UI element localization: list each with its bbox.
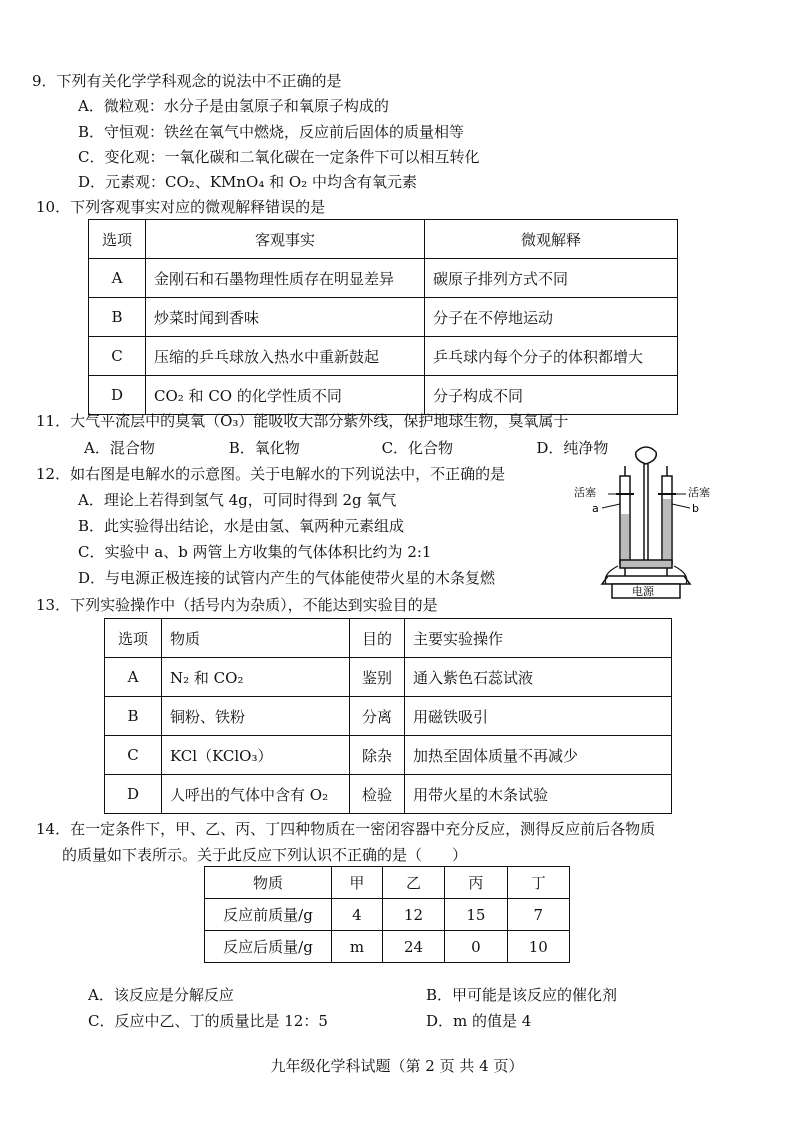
table-cell: 0 (445, 931, 507, 963)
q14-option-d: D．m 的值是 4 (426, 1012, 532, 1030)
table-cell: C (89, 337, 146, 376)
q10-stem: 10．下列客观事实对应的微观解释错误的是 (36, 198, 326, 216)
q12-stem: 12．如右图是电解水的示意图。关于电解水的下列说法中，不正确的是 (36, 465, 506, 483)
table-header-cell: 选项 (105, 619, 162, 658)
table-cell: C (105, 736, 162, 775)
table-header-cell: 甲 (332, 867, 383, 899)
q10-table (88, 219, 678, 415)
table-cell: 通入紫色石蕊试液 (405, 658, 672, 697)
table-cell: KCl（KClO₃） (162, 736, 350, 775)
valve-left-label: 活塞 (574, 486, 596, 499)
table-cell: 用带火星的木条试验 (405, 775, 672, 814)
table-cell: m (332, 931, 383, 963)
page-footer: 九年级化学科试题（第 2 页 共 4 页） (270, 1057, 524, 1075)
q13-table (104, 618, 672, 814)
table-cell: N₂ 和 CO₂ (162, 658, 350, 697)
table-cell: 7 (507, 899, 569, 931)
q12-option-c: C．实验中 a、b 两管上方收集的气体体积比约为 2:1 (78, 543, 432, 561)
table-header-cell: 主要实验操作 (405, 619, 672, 658)
table-row (89, 376, 678, 415)
table-cell: D (89, 376, 146, 415)
valve-right-label: 活塞 (688, 486, 710, 499)
q9-option-b: B．守恒观：铁丝在氧气中燃烧，反应前后固体的质量相等 (78, 123, 465, 141)
table-cell: 金刚石和石墨物理性质存在明显差异 (146, 259, 425, 298)
table-cell: 乒乓球内每个分子的体积都增大 (425, 337, 678, 376)
q14-option-b: B．甲可能是该反应的催化剂 (426, 986, 618, 1004)
table-cell: 加热至固体质量不再减少 (405, 736, 672, 775)
q12-option-b: B．此实验得出结论，水是由氢、氧两种元素组成 (78, 517, 405, 535)
q11-option-a: A．混合物 (84, 439, 155, 457)
q11-options (84, 437, 608, 458)
table-header-row (205, 867, 570, 899)
q11-option-b: B．氧化物 (228, 439, 300, 457)
table-cell: 检验 (350, 775, 405, 814)
table-row (105, 775, 672, 814)
table-row (89, 259, 678, 298)
tube-b-label: b (692, 502, 699, 515)
table-cell: 10 (507, 931, 569, 963)
table-header-row (105, 619, 672, 658)
table-cell: 压缩的乒乓球放入热水中重新鼓起 (146, 337, 425, 376)
table-cell: 分子构成不同 (425, 376, 678, 415)
table-cell: 15 (445, 899, 507, 931)
table-row (205, 931, 570, 963)
table-header-cell: 物质 (205, 867, 332, 899)
power-label: 电源 (632, 585, 654, 598)
electrolysis-diagram (572, 444, 720, 600)
table-header-cell: 丙 (445, 867, 507, 899)
table-cell: 铜粉、铁粉 (162, 697, 350, 736)
table-cell: 反应后质量/g (205, 931, 332, 963)
table-cell: 反应前质量/g (205, 899, 332, 931)
tube-a-label: a (592, 502, 599, 515)
table-header-cell: 乙 (382, 867, 444, 899)
table-cell: A (105, 658, 162, 697)
table-cell: CO₂ 和 CO 的化学性质不同 (146, 376, 425, 415)
table-cell: D (105, 775, 162, 814)
table-cell: 人呼出的气体中含有 O₂ (162, 775, 350, 814)
table-cell: 12 (382, 899, 444, 931)
table-cell: 用磁铁吸引 (405, 697, 672, 736)
table-header-cell: 客观事实 (146, 220, 425, 259)
table-row (105, 658, 672, 697)
q14-option-a: A．该反应是分解反应 (88, 986, 234, 1004)
q12-option-d: D．与电源正极连接的试管内产生的气体能使带火星的木条复燃 (78, 569, 496, 587)
q11-option-d: D．纯净物 (536, 439, 609, 457)
table-header-cell: 物质 (162, 619, 350, 658)
table-cell: 24 (382, 931, 444, 963)
q13-stem: 13．下列实验操作中（括号内为杂质），不能达到实验目的是 (36, 596, 438, 614)
table-cell: 炒菜时闻到香味 (146, 298, 425, 337)
table-header-cell: 丁 (507, 867, 569, 899)
q14-stem-line1: 14．在一定条件下，甲、乙、丙、丁四种物质在一密闭容器中充分反应，测得反应前后各物质 (36, 820, 656, 838)
table-cell: B (105, 697, 162, 736)
table-row (89, 298, 678, 337)
table-cell: 碳原子排列方式不同 (425, 259, 678, 298)
table-header-cell: 目的 (350, 619, 405, 658)
q14-stem-line2: 的质量如下表所示。关于此反应下列认识不正确的是（ ） (62, 846, 468, 864)
table-header-row (89, 220, 678, 259)
table-header-cell: 选项 (89, 220, 146, 259)
q9-stem: 9．下列有关化学学科观念的说法中不正确的是 (32, 72, 342, 90)
table-cell: A (89, 259, 146, 298)
table-row (89, 337, 678, 376)
q14-option-c: C．反应中乙、丁的质量比是 12：5 (88, 1012, 328, 1030)
q9-option-a: A．微粒观：水分子是由氢原子和氧原子构成的 (78, 97, 389, 115)
table-cell: 除杂 (350, 736, 405, 775)
table-row (105, 736, 672, 775)
q9-option-c: C．变化观：一氧化碳和二氧化碳在一定条件下可以相互转化 (78, 148, 480, 166)
table-cell: 分子在不停地运动 (425, 298, 678, 337)
table-cell: 4 (332, 899, 383, 931)
table-row (105, 697, 672, 736)
q12-option-a: A．理论上若得到氢气 4g，可同时得到 2g 氧气 (78, 491, 397, 509)
table-cell: 分离 (350, 697, 405, 736)
table-cell: B (89, 298, 146, 337)
q11-option-c: C．化合物 (381, 439, 454, 457)
table-header-cell: 微观解释 (425, 220, 678, 259)
q11-stem: 11．大气平流层中的臭氧（O₃）能吸收大部分紫外线，保护地球生物，臭氧属于 (36, 412, 569, 430)
table-cell: 鉴别 (350, 658, 405, 697)
table-row (205, 899, 570, 931)
q14-table (204, 866, 570, 963)
q9-option-d: D．元素观：CO₂、KMnO₄ 和 O₂ 中均含有氧元素 (78, 173, 417, 191)
